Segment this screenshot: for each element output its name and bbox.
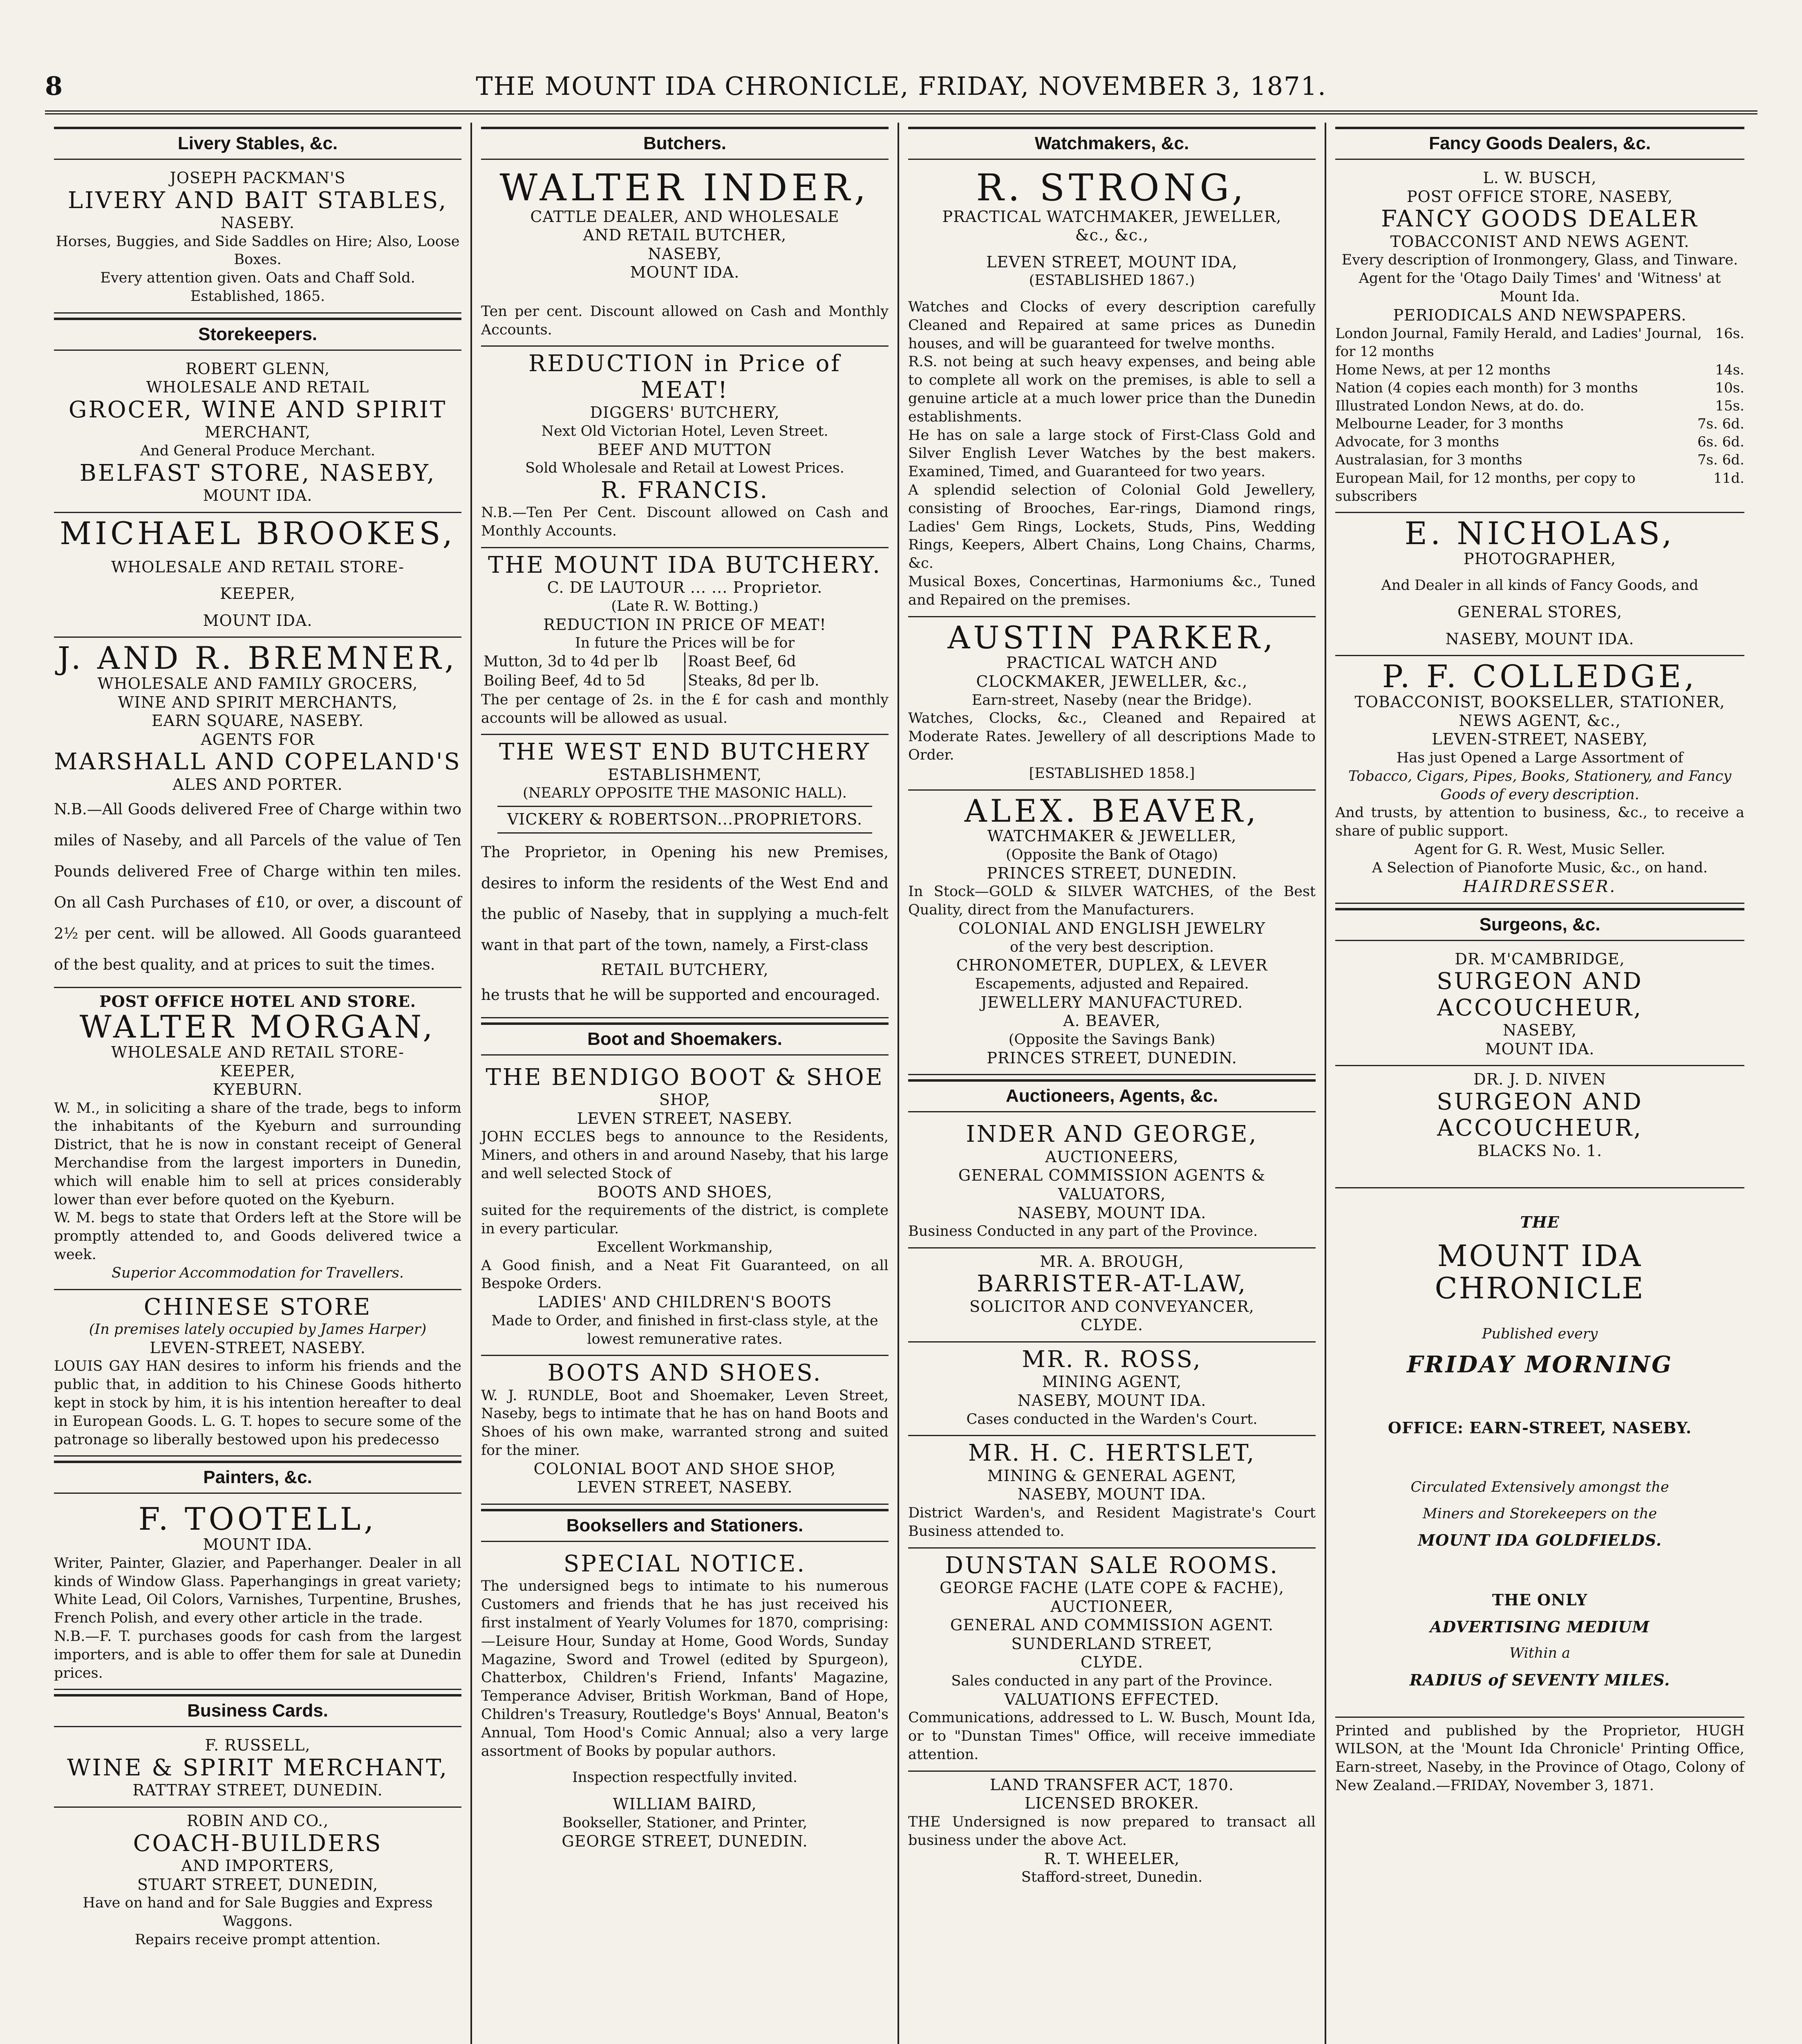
section-header-business: Business Cards. (54, 1694, 461, 1727)
ad-est: Established, 1865. (190, 288, 325, 305)
ad-line: POST OFFICE STORE, NASEBY, (1407, 187, 1673, 206)
ad-place: MOUNT IDA. (203, 1535, 313, 1554)
ad-body: N.B.—All Goods delivered Free of Charge within two miles of Naseby, and all Parcels of the value of Ten Pounds delivered Free of Charge within ten miles. On all Cash Purchases of £10, or over, a discount of 2½ per cent. will be allowed. All Goods guaranteed of the best quality, and at prices to suit the times. (54, 800, 461, 973)
ad-line: GENERAL COMMISSION AGENTS & VALUATORS, (958, 1166, 1266, 1203)
ad-body: N.B.—F. T. purchases goods for cash from the largest importers, and is able to offer them for sale at Dunedin prices. (54, 1628, 461, 1681)
ad-line: WHOLESALE AND FAMILY GROCERS, (97, 675, 418, 693)
notice-line: OFFICE: EARN-STREET, NASEBY. (1388, 1419, 1692, 1437)
ad-name: MICHAEL BROOKES, (60, 515, 456, 551)
ad-line: VICKERY & ROBERTSON...PROPRIETORS. (507, 810, 863, 829)
ad-title: THE BENDIGO BOOT & SHOE (486, 1064, 884, 1091)
ad-line: (ESTABLISHED 1867.) (1029, 272, 1195, 289)
ad-line: GENERAL STORES, (1457, 603, 1623, 621)
ad-line: BEEF AND MUTTON (598, 440, 772, 459)
ad-title: FANCY GOODS DEALER (1381, 206, 1699, 233)
column-1 (45, 123, 472, 2044)
ad-line: A. BEAVER, (1063, 1012, 1161, 1030)
list-item: Advocate, for 3 months 6s. 6d. (1335, 434, 1744, 450)
ad-line: AUCTIONEERS, (1045, 1148, 1179, 1166)
ad-body: Sales conducted in any part of the Province. (951, 1672, 1273, 1689)
ad-line: AND IMPORTERS, (181, 1856, 334, 1875)
ad-body: Agent for the 'Otago Daily Times' and 'Witness' at Mount Ida. (1359, 270, 1721, 305)
section-header-auctioneers: Auctioneers, Agents, &c. (908, 1079, 1316, 1112)
ad-body: A splendid selection of Colonial Gold Jewellery, consisting of Brooches, Ear-rings, Diamond rings, Ladies' Gem Rings, Lockets, Studs, Pins, Wedding Rings, Keepers, Albert Chains, Long Chains, Charms, &c. (908, 482, 1316, 572)
chronicle-title: MOUNT IDA CHRONICLE (1435, 1238, 1645, 1305)
ad-line: LEVEN-STREET, NASEBY. (150, 1338, 366, 1357)
ad-colledge (1335, 656, 1744, 903)
notice-line: MOUNT IDA GOLDFIELDS. (1418, 1531, 1662, 1550)
ad-line: RETAIL BUTCHERY, (601, 961, 769, 979)
ad-name: MR. H. C. HERTSLET, (968, 1440, 1256, 1467)
price-item: Roast Beef, 6d (688, 653, 796, 670)
ad-brookes (54, 513, 461, 638)
ad-beaver (908, 791, 1316, 1076)
list-item: Home News, at per 12 months 14s. (1335, 361, 1744, 378)
ad-place: NASEBY. (221, 213, 295, 232)
ad-morgan (54, 988, 461, 1290)
ad-line: (In premises lately occupied by James Harper) (89, 1321, 427, 1338)
ad-name: DUNSTAN SALE ROOMS. (945, 1552, 1279, 1579)
ad-line: MINING & GENERAL AGENT, (987, 1466, 1237, 1485)
notice-line: Miners and Storekeepers on the (1422, 1505, 1657, 1522)
ad-body: Writer, Painter, Glazier, and Paperhanger. Dealer in all kinds of Window Glass. Paperhangings in great variety; White Lead, Oil Colors, Varnishes, Turpentine, Brushes, French Polish, and every other article in the trade. (54, 1555, 461, 1627)
ad-body: Agent for G. R. West, Music Seller. (1414, 841, 1665, 858)
ad-body: Repairs receive prompt attention. (134, 1931, 381, 1948)
price-item: Steaks, 8d per lb. (688, 672, 819, 689)
ad-body: suited for the requirements of the district, is complete in every particular. (481, 1202, 889, 1237)
price-item: Boiling Beef, 4d to 5d (484, 672, 645, 689)
ad-line: GENERAL AND COMMISSION AGENT. (950, 1616, 1274, 1634)
ad-bendigo (481, 1060, 889, 1356)
list-item: Illustrated London News, at do. do. 15s. (1335, 397, 1744, 414)
notice-line: Circulated Extensively amongst the (1410, 1479, 1669, 1495)
ad-line: LEVEN STREET, NASEBY. (577, 1478, 793, 1497)
ad-title: COACH-BUILDERS (133, 1830, 383, 1857)
ad-line: PRINCES STREET, DUNEDIN. (987, 1049, 1237, 1067)
ad-line: PERIODICALS AND NEWSPAPERS. (1393, 306, 1687, 324)
ad-inder (481, 165, 889, 347)
ad-title: WINE & SPIRIT MERCHANT, (67, 1754, 449, 1781)
periodicals-list (1335, 325, 1744, 505)
ad-robin (54, 1808, 461, 1956)
ad-body: The undersigned begs to intimate to his numerous Customers and friends that he has just received his first instalment of Yearly Volumes for 1870, comprising:—Leisure Hour, Sunday at Home, Good Words, Sunday Magazine, Sword and Trowel (edited by Spurgeon), Chatterbox, Children's Friend, Infants' Magazine, Temperance Adviser, British Workman, Band of Hope, Children's Treasury, Routledge's Boys' Annual, Beaton's Annual, Tom Hood's Comic Annual; also a very large assortment of Books by popular authors. (481, 1578, 889, 1759)
ad-title: SURGEON AND ACCOUCHEUR, (1437, 968, 1643, 1021)
page-title: THE MOUNT IDA CHRONICLE, FRIDAY, NOVEMBER 3, 1871. (476, 71, 1327, 101)
ad-dunstan (908, 1549, 1316, 1772)
ad-line: MERCHANT, (204, 423, 311, 442)
ad-bremner (54, 638, 461, 988)
ad-title: GROCER, WINE AND SPIRIT (68, 396, 447, 423)
ad-body: Communications, addressed to L. W. Busch, Mount Ida, or to "Dunstan Times" Office, will receive immediate attention. (908, 1710, 1316, 1763)
ad-name: CHINESE STORE (143, 1293, 372, 1320)
ad-line: NASEBY, MOUNT IDA. (1445, 630, 1634, 648)
section-header-livery: Livery Stables, &c. (54, 127, 461, 160)
notice-line: ADVERTISING MEDIUM (1430, 1617, 1650, 1636)
ad-line: R. FRANCIS. (600, 477, 769, 504)
ad-baird (481, 1547, 889, 1857)
ad-line: Earn-street, Naseby (near the Bridge). (972, 692, 1252, 708)
ad-line: Sold Wholesale and Retail at Lowest Prices. (525, 460, 844, 477)
ad-line: LEVEN-STREET, NASEBY, (1432, 730, 1648, 749)
ad-line: BLACKS No. 1. (1477, 1141, 1603, 1160)
ad-line: &c., &c., (1075, 226, 1149, 244)
ad-name: DR. J. D. NIVEN (1473, 1070, 1606, 1089)
ad-title: SURGEON AND ACCOUCHEUR, (1437, 1088, 1643, 1142)
ad-line: NASEBY, MOUNT IDA. (1017, 1485, 1207, 1504)
ad-line: MOUNT IDA. (630, 263, 740, 282)
ad-ross (908, 1342, 1316, 1436)
ad-body: Ten per cent. Discount allowed on Cash and Monthly Accounts. (481, 303, 889, 338)
ad-line: LADIES' AND CHILDREN'S BOOTS (537, 1293, 832, 1311)
ad-line: AGENTS FOR (201, 730, 315, 749)
ad-body: Every attention given. Oats and Chaff Sold. (100, 270, 415, 287)
ad-line: of the very best description. (1010, 939, 1214, 955)
ad-name: R. STRONG, (976, 166, 1248, 209)
ad-name: R. T. WHEELER, (1044, 1849, 1180, 1868)
ad-body: Musical Boxes, Concertinas, Harmoniums &c., Tuned and Repaired on the premises. (908, 574, 1316, 608)
ad-line: PRACTICAL WATCH AND (1006, 654, 1218, 672)
ad-packman (54, 165, 461, 314)
ad-line: REDUCTION IN PRICE OF MEAT! (543, 615, 826, 634)
ad-body: Business Conducted in any part of the Province. (908, 1223, 1258, 1240)
ad-line: TOBACCONIST AND NEWS AGENT. (1390, 232, 1690, 251)
ad-name: AUSTIN PARKER, (947, 619, 1276, 656)
ad-name: MR. A. BROUGH, (1040, 1252, 1184, 1271)
ad-line: BOOTS AND SHOES, (597, 1183, 772, 1201)
ad-line: NASEBY, MOUNT IDA. (1017, 1204, 1207, 1222)
ad-line: ALES AND PORTER. (172, 775, 343, 793)
ad-name: F. RUSSELL, (205, 1736, 311, 1755)
ad-line: WATCHMAKER & JEWELLER, (987, 827, 1237, 845)
ad-tootell (54, 1499, 461, 1690)
ad-body: W. M. begs to state that Orders left at the Store will be promptly attended to, and Goods delivered twice a week. (54, 1210, 461, 1263)
list-item: London Journal, Family Herald, and Ladies' Journal, for 12 months 16s. (1335, 325, 1744, 360)
section-header-books: Booksellers and Stationers. (481, 1509, 889, 1542)
ad-line: Excellent Workmanship, (597, 1239, 773, 1255)
section-header-boot: Boot and Shoemakers. (481, 1022, 889, 1056)
ad-line: Next Old Victorian Hotel, Leven Street. (541, 423, 828, 439)
ad-title: THE WEST END BUTCHERY (499, 739, 871, 766)
ad-body: W. J. RUNDLE, Boot and Shoemaker, Leven Street, Naseby, begs to intimate that he has on hand Boots and Shoes of his own make, warranted strong and suited for the miner. (481, 1387, 889, 1459)
ad-body: Every description of Ironmongery, Glass, and Tinware. (1341, 252, 1738, 269)
ad-body: Have on hand and for Sale Buggies and Express Waggons. (83, 1895, 433, 1930)
ad-line: CLYDE. (1080, 1653, 1144, 1672)
ad-line: KYEBURN. (213, 1080, 303, 1099)
ad-line: And Dealer in all kinds of Fancy Goods, and (1381, 577, 1699, 594)
ad-name: J. AND R. BREMNER, (58, 640, 458, 677)
ad-line: (Late R. W. Botting.) (611, 598, 759, 614)
ad-line: COLONIAL AND ENGLISH JEWELRY (958, 919, 1266, 937)
ad-mcambridge (1335, 946, 1744, 1067)
ad-line: JEWELLERY MANUFACTURED. (980, 993, 1243, 1011)
ad-name: ROBERT GLENN, (185, 359, 330, 378)
section-header-fancy: Fancy Goods Dealers, &c. (1335, 127, 1744, 160)
ad-body: Tobacco, Cigars, Pipes, Books, Stationery, and Fancy Goods of every description. (1348, 768, 1732, 803)
section-header-storekeepers: Storekeepers. (54, 318, 461, 351)
ad-line: NASEBY, (1503, 1021, 1577, 1039)
column-3 (899, 123, 1326, 2044)
ad-name: JOSEPH PACKMAN'S (170, 169, 346, 187)
imprint-text: Printed and published by the Proprietor, HUGH WILSON, at the 'Mount Ida Chronicle' Printing Office, Earn-street, Naseby, in the Province of Otago, Colony of New Zealand.—FRIDAY, November 3, 1871. (1335, 1722, 1744, 1794)
ad-line: CHRONOMETER, DUPLEX, & LEVER (956, 956, 1268, 975)
ad-title: LAND TRANSFER ACT, 1870. (989, 1775, 1234, 1794)
ad-line: WHOLESALE AND RETAIL STORE- (111, 1043, 404, 1061)
ad-body: W. M., in soliciting a share of the trade, begs to inform the inhabitants of the Kyeburn and surrounding District, that he is now in constant receipt of General Merchandise from the largest importers in Dunedin, which will enable him to sell at prices considerably lower than ever before quoted on the Kyeburn. (54, 1100, 461, 1208)
ad-name: E. NICHOLAS, (1404, 515, 1675, 552)
ad-body: Watches and Clocks of every description carefully Cleaned and Repaired at same prices as Dunedin houses, and will be guaranteed for twelve months. (908, 299, 1316, 352)
ad-name: DIGGERS' BUTCHERY, (590, 403, 780, 422)
ad-line: COLONIAL BOOT AND SHOE SHOP, (533, 1459, 836, 1478)
ad-brough (908, 1248, 1316, 1342)
ad-name: ALEX. BEAVER, (964, 792, 1260, 829)
ad-line: LICENSED BROKER. (1024, 1794, 1200, 1813)
ad-line: PRACTICAL WATCHMAKER, JEWELLER, (942, 207, 1282, 226)
ad-line: Stafford-street, Dunedin. (1021, 1869, 1203, 1886)
ad-body: Has just Opened a Large Assortment of (1396, 749, 1683, 766)
ad-heading: POST OFFICE HOTEL AND STORE. (99, 992, 416, 1011)
ad-west-end-butchery (481, 735, 889, 1018)
ad-line: PRINCES STREET, DUNEDIN. (987, 864, 1237, 882)
ad-line: CLOCKMAKER, JEWELLER, &c., (976, 672, 1248, 691)
ad-body: In Stock—GOLD & SILVER WATCHES, of the Best Quality, direct from the Manufacturers. (908, 883, 1316, 919)
notice-line: FRIDAY MORNING (1407, 1351, 1673, 1378)
ad-line: KEEPER, (220, 1062, 295, 1080)
ad-line: KEEPER, (220, 585, 295, 603)
ad-inder-george (908, 1117, 1316, 1248)
ad-line: AND RETAIL BUTCHER, (583, 226, 787, 244)
ad-line: (Opposite the Savings Bank) (1008, 1031, 1216, 1048)
ad-name: ROBIN AND CO., (186, 1811, 329, 1830)
ad-line: LEVEN STREET, MOUNT IDA, (986, 253, 1238, 271)
ad-glenn (54, 356, 461, 513)
ad-hertslet (908, 1436, 1316, 1548)
ad-diggers (481, 347, 889, 548)
ad-line: GEORGE FACHE (LATE COPE & FACHE), (939, 1579, 1285, 1597)
ad-line: MARSHALL AND COPELAND'S (54, 749, 461, 775)
ad-line: Cases conducted in the Warden's Court. (966, 1411, 1258, 1428)
ad-name: DR. M'CAMBRIDGE, (1455, 950, 1625, 968)
ad-line: TOBACCONIST, BOOKSELLER, STATIONER, NEWS AGENT, &c., (1354, 693, 1725, 730)
ad-body: District Warden's, and Resident Magistrate's Court Business attended to. (908, 1505, 1316, 1540)
ad-busch (1335, 165, 1744, 513)
imprint (1335, 1718, 1744, 1802)
ad-name: INDER AND GEORGE, (966, 1121, 1258, 1148)
ad-line: VALUATIONS EFFECTED. (1004, 1690, 1220, 1708)
ad-line: BELFAST STORE, NASEBY, (79, 459, 436, 486)
notice-line: THE ONLY (1492, 1591, 1588, 1609)
ad-footer: Superior Accommodation for Travellers. (112, 1264, 404, 1281)
ad-line: CATTLE DEALER, AND WHOLESALE (530, 207, 839, 226)
ad-line: WHOLESALE AND RETAIL (146, 378, 369, 397)
ad-body: And trusts, by attention to business, &c., to receive a share of public support. (1335, 805, 1744, 840)
ad-title: LIVERY AND BAIT STABLES, (67, 187, 448, 214)
ad-body: JOHN ECCLES begs to announce to the Residents, Miners, and others in and around Naseby, that his large and well selected Stock of (481, 1129, 889, 1182)
ad-title: THE MOUNT IDA BUTCHERY. (488, 552, 882, 579)
price-table (481, 652, 889, 691)
ad-body: Watches, Clocks, &c., Cleaned and Repaired at Moderate Rates. Jewellery of all descriptions Made to Order. (908, 710, 1316, 763)
notice-line: Published every (1482, 1326, 1598, 1342)
column-2 (472, 123, 899, 2044)
ad-body: The per centage of 2s. in the £ for cash and monthly accounts will be allowed as usual. (481, 691, 889, 726)
section-header-surgeons: Surgeons, &c. (1335, 908, 1744, 941)
ad-line: (Opposite the Bank of Otago) (1005, 846, 1218, 863)
ad-parker (908, 617, 1316, 791)
ad-line: Escapements, adjusted and Repaired. (975, 975, 1249, 992)
ad-title: REDUCTION in Price of MEAT! (528, 350, 842, 403)
ad-line: WINE AND SPIRIT MERCHANTS, (118, 693, 398, 711)
ad-line: Inspection respectfully invited. (572, 1769, 798, 1786)
ad-body: Made to Order, and finished in first-class style, at the lowest remunerative rates. (491, 1312, 878, 1347)
section-header-painters: Painters, &c. (54, 1461, 461, 1494)
ad-body: Horses, Buggies, and Side Saddles on Hire; Also, Loose Boxes. (56, 233, 460, 268)
ad-strong (908, 165, 1316, 617)
ad-line: NASEBY, MOUNT IDA. (1017, 1392, 1207, 1410)
ad-line: CLYDE. (1080, 1316, 1144, 1334)
ad-nicholas (1335, 513, 1744, 656)
ad-est: [ESTABLISHED 1858.] (1029, 765, 1195, 782)
ad-rundle (481, 1356, 889, 1505)
ad-line: And General Produce Merchant. (140, 442, 375, 459)
ad-russell (54, 1732, 461, 1808)
section-header-butchers: Butchers. (481, 127, 889, 160)
ad-name: WILLIAM BAIRD, (613, 1795, 757, 1813)
ad-line: NASEBY, (648, 244, 722, 263)
ad-wheeler (908, 1772, 1316, 1893)
chronicle-notice (1335, 1188, 1744, 1718)
ad-line: SHOP, (659, 1090, 711, 1109)
ad-line: LEVEN STREET, NASEBY. (577, 1109, 793, 1127)
list-item: Australasian, for 3 months 7s. 6d. (1335, 452, 1744, 468)
ad-name: MR. R. ROSS, (1022, 1346, 1202, 1373)
ad-line: SOLICITOR AND CONVEYANCER, (969, 1297, 1254, 1316)
ad-body: He has on sale a large stock of First-Class Gold and Silver English Lever Watches by the best makers. Examined, Timed, and Guaranteed for two years. (908, 427, 1316, 480)
ad-body: A Good finish, and a Neat Fit Guaranteed, on all Bespoke Orders. (481, 1257, 889, 1292)
ad-body: he trusts that he will be supported and encouraged. (481, 986, 880, 1004)
ad-body: THE Undersigned is now prepared to transact all business under the above Act. (908, 1813, 1316, 1849)
ad-line: SUNDERLAND STREET, (1011, 1634, 1213, 1653)
ad-name: L. W. BUSCH, (1483, 169, 1597, 187)
masthead (45, 61, 1757, 114)
ad-line: MOUNT IDA. (203, 486, 313, 505)
ad-mount-ida-butchery (481, 548, 889, 735)
ad-line: MOUNT IDA. (203, 611, 313, 630)
ad-name: P. F. COLLEDGE, (1382, 658, 1698, 695)
page-number: 8 (45, 71, 63, 101)
ad-body: A Selection of Pianoforte Music, &c., on hand. (1372, 859, 1708, 876)
column-4 (1326, 123, 1753, 2044)
ad-line: WHOLESALE AND RETAIL STORE- (111, 558, 404, 576)
ad-title: BOOTS AND SHOES. (547, 1360, 822, 1387)
ad-line: ESTABLISHMENT, (607, 765, 762, 784)
ad-title: SPECIAL NOTICE. (563, 1551, 806, 1578)
ad-body: N.B.—Ten Per Cent. Discount allowed on Cash and Monthly Accounts. (481, 504, 889, 540)
ad-line: RATTRAY STREET, DUNEDIN. (132, 1781, 383, 1800)
list-item: European Mail, for 12 months, per copy to subscribers 11d. (1335, 470, 1744, 504)
list-item: Melbourne Leader, for 3 months 7s. 6d. (1335, 416, 1744, 433)
price-col-left (481, 652, 685, 691)
ad-line: STUART STREET, DUNEDIN, (137, 1875, 378, 1894)
ad-title: BARRISTER-AT-LAW, (976, 1271, 1247, 1298)
ad-body: R.S. not being at such heavy expenses, and being able to complete all work on the premises, is able to sell a genuine article at a much lower price than the Dunedin establishments. (908, 354, 1316, 425)
ad-line: MINING AGENT, (1042, 1373, 1182, 1391)
ad-line: MOUNT IDA. (1485, 1040, 1595, 1058)
ad-body: The Proprietor, in Opening his new Premises, desires to inform the residents of the West End and the public of Naseby, that in supplying a much-felt want in that part of the town, namely, a First-class (481, 843, 889, 954)
ad-line: C. DE LAUTOUR ... ... Proprietor. (547, 578, 823, 597)
ad-name: WALTER MORGAN, (79, 1009, 436, 1045)
ad-line: PHOTOGRAPHER, (1464, 549, 1616, 568)
ad-line: AUCTIONEER, (1050, 1597, 1173, 1616)
section-header-watchmakers: Watchmakers, &c. (908, 127, 1316, 160)
ad-body: LOUIS GAY HAN desires to inform his friends and the public that, in addition to his Chinese Goods hitherto kept in stock by him, it is his intention hereafter to deal in European Goods. L. G. T. hopes to secure some of the patronage so liberally bestowed upon his predecesso (54, 1358, 461, 1448)
price-col-right (685, 652, 889, 691)
notice-line: THE (1520, 1213, 1560, 1232)
list-item: Nation (4 copies each month) for 3 months 10s. (1335, 379, 1744, 396)
ad-line: In future the Prices will be for (575, 635, 795, 652)
price-item: Mutton, 3d to 4d per lb (484, 653, 658, 670)
ad-line: GEORGE STREET, DUNEDIN. (562, 1832, 808, 1850)
ad-niven (1335, 1066, 1744, 1188)
notice-line: RADIUS of SEVENTY MILES. (1409, 1671, 1670, 1690)
ad-line: EARN SQUARE, NASEBY. (151, 712, 364, 730)
notice-line: Within a (1509, 1645, 1570, 1662)
ad-line: (NEARLY OPPOSITE THE MASONIC HALL). (523, 785, 847, 802)
ad-line: Bookseller, Stationer, and Printer, (562, 1814, 808, 1831)
ad-chinese-store (54, 1290, 461, 1457)
hairdresser-banner: HAIRDRESSER. (1463, 877, 1617, 896)
ad-name: F. TOOTELL, (138, 1501, 377, 1537)
ad-name: WALTER INDER, (499, 166, 870, 209)
